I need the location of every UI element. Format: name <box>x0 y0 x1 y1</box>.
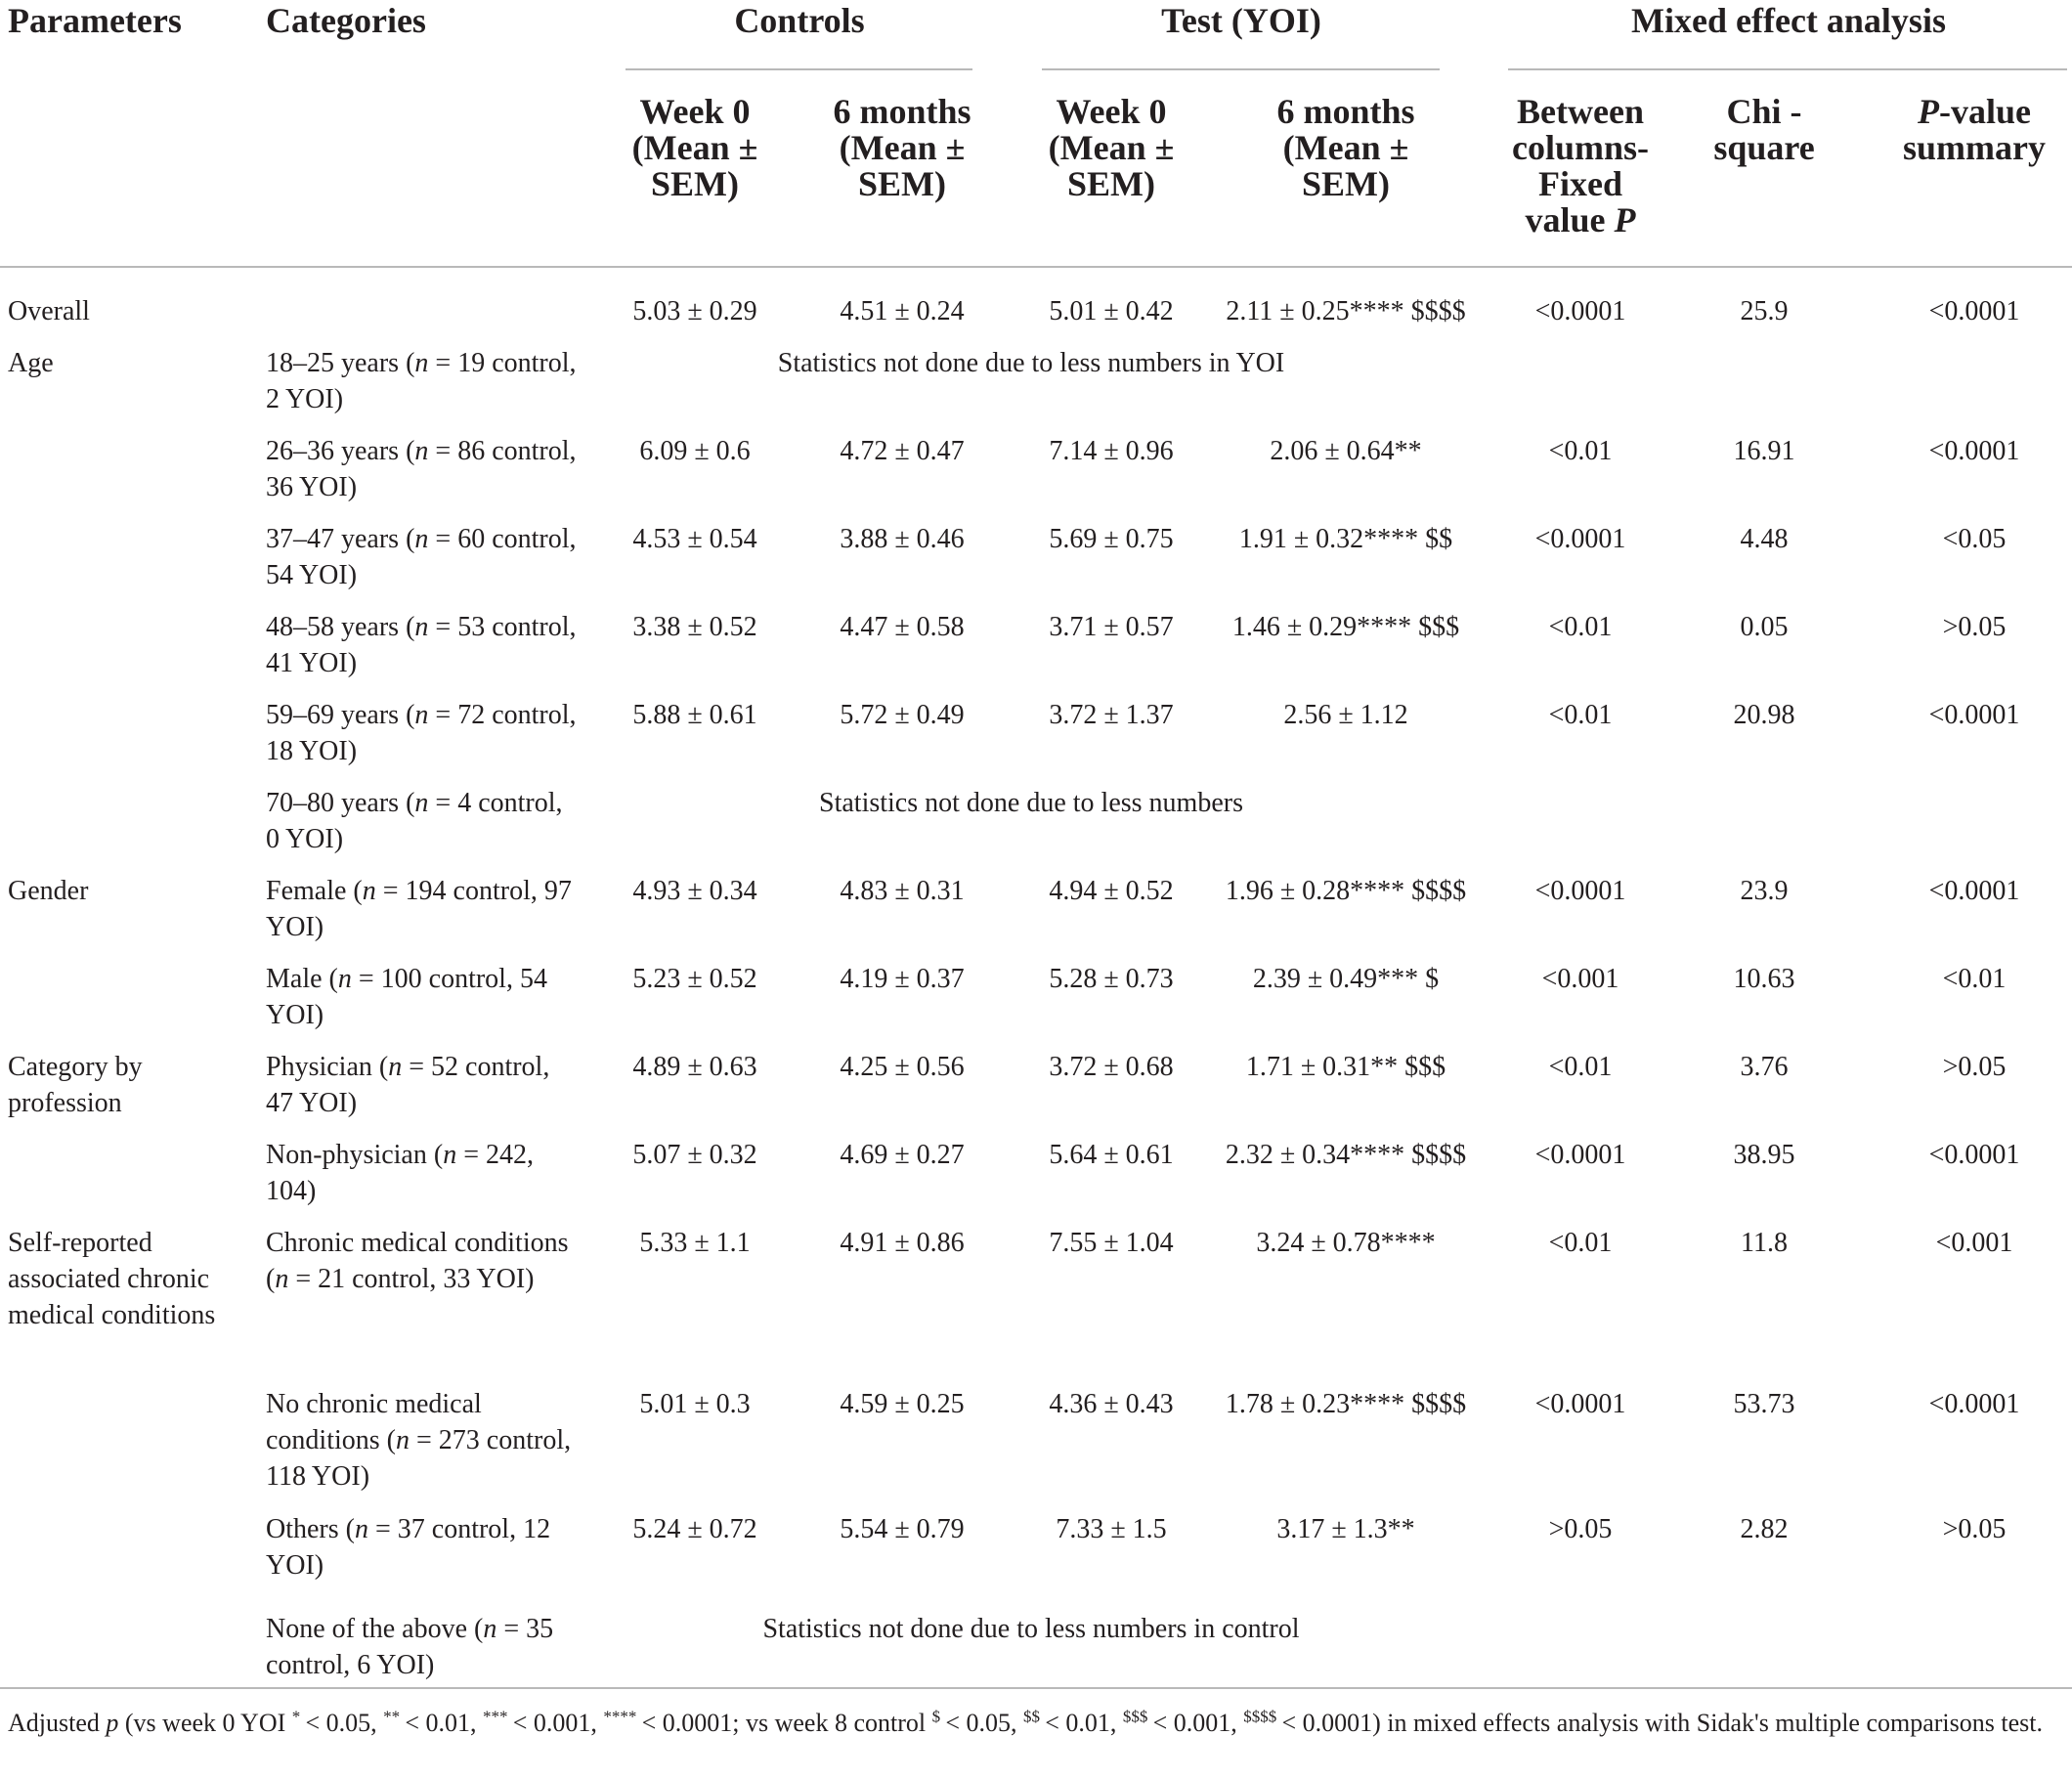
table-cell: <0.0001 <box>1928 296 2020 326</box>
table-cell: 25.9 <box>1740 296 1789 326</box>
table-cell: 1.91 ± 0.32**** $$ <box>1238 524 1453 554</box>
row-category: Female (n = 194 control, 97 YOI) <box>266 876 572 942</box>
header-group: Mixed effect analysis <box>1631 1 1946 40</box>
table-cell: 1.46 ± 0.29**** $$$ <box>1231 612 1460 642</box>
table-rule <box>0 1687 2072 1689</box>
column-header: Week 0 (Mean ± SEM) <box>1048 92 1175 203</box>
table-footnote: Adjusted p (vs week 0 YOI * < 0.05, ** < 0.01, *** < 0.001, **** < 0.0001; vs week 8 control $ < 0.05, $$ < 0.01, $$$ < 0.001, $$$$ < 0.0001) in mixed effects analysis with Sidak's multiple comparisons test. <box>8 1707 2043 1737</box>
header-group: Controls <box>734 1 865 40</box>
column-header: 6 months (Mean ± SEM) <box>1276 92 1415 203</box>
table-cell: 3.24 ± 0.78**** <box>1256 1228 1436 1258</box>
row-parameter: Category by profession <box>8 1052 143 1118</box>
table-rule <box>1508 68 2067 70</box>
table-cell: <0.0001 <box>1928 436 2020 466</box>
row-category: None of the above (n = 35 control, 6 YOI) <box>266 1614 554 1680</box>
table-cell: 16.91 <box>1733 436 1795 466</box>
table-cell: 5.01 ± 0.42 <box>1049 296 1174 326</box>
table-cell: 4.91 ± 0.86 <box>840 1228 965 1258</box>
column-header: Chi - square <box>1713 92 1815 167</box>
row-category: 70–80 years (n = 4 control, 0 YOI) <box>266 788 563 854</box>
row-category: 59–69 years (n = 72 control, 18 YOI) <box>266 700 577 766</box>
table-cell: 53.73 <box>1733 1389 1795 1419</box>
table-cell: 4.48 <box>1740 524 1789 554</box>
statistics-note: Statistics not done due to less numbers <box>819 788 1243 818</box>
row-category: 37–47 years (n = 60 control, 54 YOI) <box>266 524 577 590</box>
table-cell: 4.89 ± 0.63 <box>632 1052 757 1082</box>
column-header: Between columns-Fixed value P <box>1511 92 1649 239</box>
table-cell: 5.72 ± 0.49 <box>840 700 965 730</box>
table-cell: 11.8 <box>1741 1228 1788 1258</box>
table-cell: 5.03 ± 0.29 <box>632 296 757 326</box>
row-category: 18–25 years (n = 19 control, 2 YOI) <box>266 348 577 414</box>
table-cell: >0.05 <box>1548 1514 1613 1544</box>
table-cell: 4.25 ± 0.56 <box>840 1052 965 1082</box>
table-cell: 4.36 ± 0.43 <box>1049 1389 1174 1419</box>
table-cell: 4.69 ± 0.27 <box>840 1140 965 1170</box>
table-cell: 4.19 ± 0.37 <box>840 964 965 994</box>
table-cell: 3.72 ± 0.68 <box>1049 1052 1174 1082</box>
table-cell: 2.06 ± 0.64** <box>1270 436 1422 466</box>
table-cell: 7.33 ± 1.5 <box>1056 1514 1167 1544</box>
table-cell: 5.07 ± 0.32 <box>632 1140 757 1170</box>
table-cell: 5.64 ± 0.61 <box>1049 1140 1174 1170</box>
table-cell: <0.0001 <box>1534 1389 1626 1419</box>
table-cell: <0.0001 <box>1534 524 1626 554</box>
table-cell: 10.63 <box>1733 964 1795 994</box>
row-parameter: Gender <box>8 876 89 906</box>
table-cell: 1.96 ± 0.28**** $$$$ <box>1225 876 1467 906</box>
table-cell: 1.71 ± 0.31** $$$ <box>1245 1052 1446 1082</box>
table-cell: <0.0001 <box>1534 876 1626 906</box>
table-cell: 0.05 <box>1740 612 1789 642</box>
column-header: 6 months (Mean ± SEM) <box>833 92 971 203</box>
table-cell: 4.72 ± 0.47 <box>840 436 965 466</box>
table-cell: 3.88 ± 0.46 <box>840 524 965 554</box>
table-cell: 6.09 ± 0.6 <box>639 436 751 466</box>
row-category: 48–58 years (n = 53 control, 41 YOI) <box>266 612 577 678</box>
table-cell: 4.83 ± 0.31 <box>840 876 965 906</box>
header-categories: Categories <box>266 1 426 40</box>
header-group: Test (YOI) <box>1161 1 1321 40</box>
table-cell: 23.9 <box>1740 876 1789 906</box>
table-cell: >0.05 <box>1942 612 2007 642</box>
row-parameter: Age <box>8 348 54 378</box>
row-category: No chronic medical conditions (n = 273 control, 118 YOI) <box>266 1389 572 1492</box>
statistics-note: Statistics not done due to less numbers in control <box>762 1614 1300 1644</box>
table-cell: 5.28 ± 0.73 <box>1049 964 1174 994</box>
row-category: Physician (n = 52 control, 47 YOI) <box>266 1052 550 1118</box>
table-cell: 5.33 ± 1.1 <box>639 1228 751 1258</box>
table-cell: 7.14 ± 0.96 <box>1049 436 1174 466</box>
table-cell: <0.01 <box>1548 612 1613 642</box>
table-cell: <0.0001 <box>1928 1140 2020 1170</box>
table-cell: <0.01 <box>1942 964 2007 994</box>
table-cell: <0.01 <box>1548 1052 1613 1082</box>
row-parameter: Overall <box>8 296 90 326</box>
table-cell: 5.88 ± 0.61 <box>632 700 757 730</box>
row-category: Others (n = 37 control, 12 YOI) <box>266 1514 551 1581</box>
table-cell: 3.72 ± 1.37 <box>1049 700 1174 730</box>
table-cell: 20.98 <box>1733 700 1795 730</box>
table-cell: 4.94 ± 0.52 <box>1049 876 1174 906</box>
statistics-note: Statistics not done due to less numbers in YOI <box>777 348 1285 378</box>
table-cell: 2.56 ± 1.12 <box>1283 700 1408 730</box>
table-cell: <0.0001 <box>1534 1140 1626 1170</box>
table-cell: 3.71 ± 0.57 <box>1049 612 1174 642</box>
table-cell: 7.55 ± 1.04 <box>1049 1228 1174 1258</box>
table-cell: <0.05 <box>1942 524 2007 554</box>
table-cell: 5.23 ± 0.52 <box>632 964 757 994</box>
table-cell: 2.82 <box>1740 1514 1789 1544</box>
table-cell: <0.01 <box>1548 436 1613 466</box>
row-category: 26–36 years (n = 86 control, 36 YOI) <box>266 436 577 502</box>
table-cell: 1.78 ± 0.23**** $$$$ <box>1225 1389 1467 1419</box>
table-cell: <0.0001 <box>1928 700 2020 730</box>
table-cell: <0.001 <box>1541 964 1619 994</box>
table-cell: <0.01 <box>1548 700 1613 730</box>
column-header: Week 0 (Mean ± SEM) <box>631 92 758 203</box>
table-cell: 4.53 ± 0.54 <box>632 524 757 554</box>
table-cell: 2.11 ± 0.25**** $$$$ <box>1226 296 1466 326</box>
table-cell: <0.0001 <box>1928 876 2020 906</box>
column-header: P-value summary <box>1903 92 2046 167</box>
table-cell: 5.69 ± 0.75 <box>1049 524 1174 554</box>
table-cell: <0.001 <box>1935 1228 2013 1258</box>
table-rule <box>0 266 2072 268</box>
row-category: Chronic medical conditions (n = 21 control, 33 YOI) <box>266 1228 569 1294</box>
table-cell: 4.47 ± 0.58 <box>840 612 965 642</box>
table-cell: 2.32 ± 0.34**** $$$$ <box>1225 1140 1467 1170</box>
table-rule <box>1042 68 1440 70</box>
row-category: Male (n = 100 control, 54 YOI) <box>266 964 547 1030</box>
table-cell: >0.05 <box>1942 1514 2007 1544</box>
row-parameter: Self-reported associated chronic medical conditions <box>8 1228 216 1330</box>
table-cell: 4.93 ± 0.34 <box>632 876 757 906</box>
table-cell: 38.95 <box>1733 1140 1795 1170</box>
table-cell: 5.54 ± 0.79 <box>840 1514 965 1544</box>
row-category: Non-physician (n = 242, 104) <box>266 1140 534 1206</box>
table-cell: >0.05 <box>1942 1052 2007 1082</box>
table-cell: 3.76 <box>1740 1052 1789 1082</box>
table-cell: <0.0001 <box>1928 1389 2020 1419</box>
table-cell: <0.01 <box>1548 1228 1613 1258</box>
table-cell: 4.51 ± 0.24 <box>840 296 965 326</box>
header-parameters: Parameters <box>8 1 182 40</box>
table-cell: 5.01 ± 0.3 <box>639 1389 751 1419</box>
table-cell: 5.24 ± 0.72 <box>632 1514 757 1544</box>
table-cell: <0.0001 <box>1534 296 1626 326</box>
table-cell: 3.17 ± 1.3** <box>1276 1514 1415 1544</box>
table-cell: 4.59 ± 0.25 <box>840 1389 965 1419</box>
table-cell: 2.39 ± 0.49*** $ <box>1252 964 1440 994</box>
table-cell: 3.38 ± 0.52 <box>632 612 757 642</box>
table-rule <box>626 68 972 70</box>
